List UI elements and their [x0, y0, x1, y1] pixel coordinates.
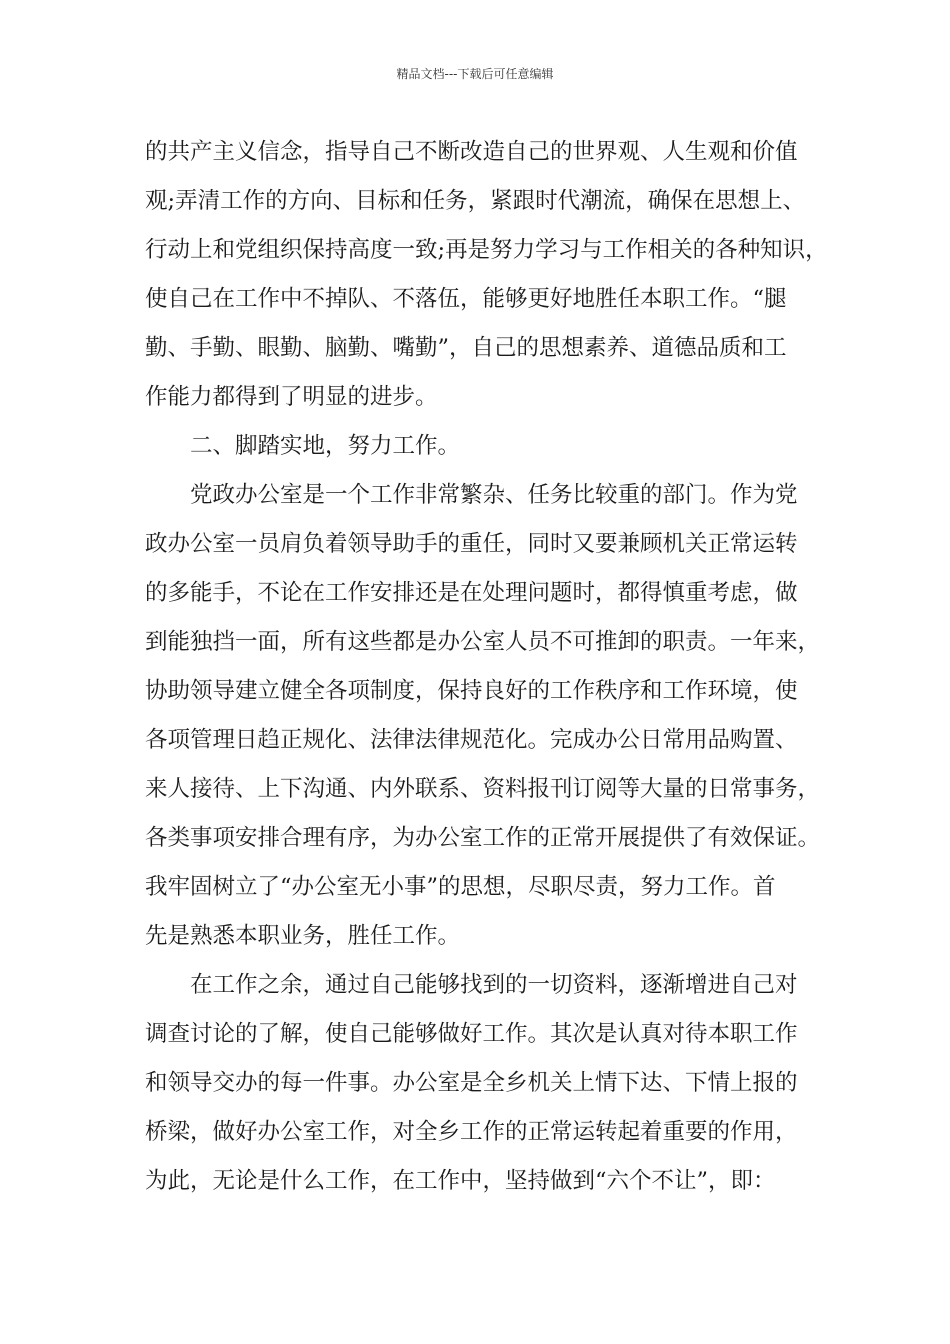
paragraph-3: [145, 471, 821, 961]
text-line: 的共产主义信念，指导自己不断改造自己的世界观、人生观和价值: [145, 139, 798, 165]
text-line: 二、脚踏实地，努力工作。: [190, 433, 461, 459]
text-line: 调查讨论的了解，使自己能够做好工作。其次是认真对待本职工作: [145, 1021, 798, 1047]
text-line: 党政办公室是一个工作非常繁杂、任务比较重的部门。作为党: [190, 482, 798, 508]
text-line: 行动上和党组织保持高度一致;再是努力学习与工作相关的各种知识，: [145, 237, 828, 263]
paragraph-4: [145, 961, 805, 1206]
text-line: 各项管理日趋正规化、法律法律规范化。完成办公日常用品购置、: [145, 727, 798, 753]
text-line: 先是熟悉本职业务，胜任工作。: [145, 923, 461, 949]
document-body: [145, 128, 828, 1206]
text-line: 我牢固树立了“办公室无小事”的思想，尽职尽责，努力工作。首: [145, 874, 776, 900]
text-line: 的多能手，不论在工作安排还是在处理问题时，都得慎重考虑，做: [145, 580, 798, 606]
text-line: 政办公室一员肩负着领导助手的重任，同时又要兼顾机关正常运转: [145, 531, 798, 557]
text-line: 使自己在工作中不掉队、不落伍，能够更好地胜任本职工作。“腿: [145, 286, 787, 312]
text-line: 协助领导建立健全各项制度，保持良好的工作秩序和工作环境，使: [145, 678, 798, 704]
text-line: 桥梁，做好办公室工作，对全乡工作的正常运转起着重要的作用，: [145, 1119, 798, 1145]
text-line: 观;弄清工作的方向、目标和任务，紧跟时代潮流，确保在思想上、: [145, 188, 806, 214]
text-line: 各类事项安排合理有序，为办公室工作的正常开展提供了有效保证。: [145, 825, 821, 851]
text-line: 勤、手勤、眼勤、脑勤、嘴勤”，自己的思想素养、道德品质和工: [145, 335, 787, 361]
text-line: 到能独挡一面，所有这些都是办公室人员不可推卸的职责。一年来，: [145, 629, 821, 655]
text-line: 和领导交办的每一件事。办公室是全乡机关上情下达、下情上报的: [145, 1070, 798, 1096]
text-line: 作能力都得到了明显的进步。: [145, 384, 438, 410]
text-line: 为此，无论是什么工作，在工作中，坚持做到“六个不让”，即：: [145, 1168, 776, 1194]
text-line: 在工作之余，通过自己能够找到的一切资料，逐渐增进自己对: [190, 972, 798, 998]
text-line: 来人接待、上下沟通、内外联系、资料报刊订阅等大量的日常事务，: [145, 776, 821, 802]
section-heading-2: [145, 422, 805, 471]
page-header: 精品文档---下载后可任意编辑: [396, 67, 554, 81]
paragraph-1: [145, 128, 828, 422]
